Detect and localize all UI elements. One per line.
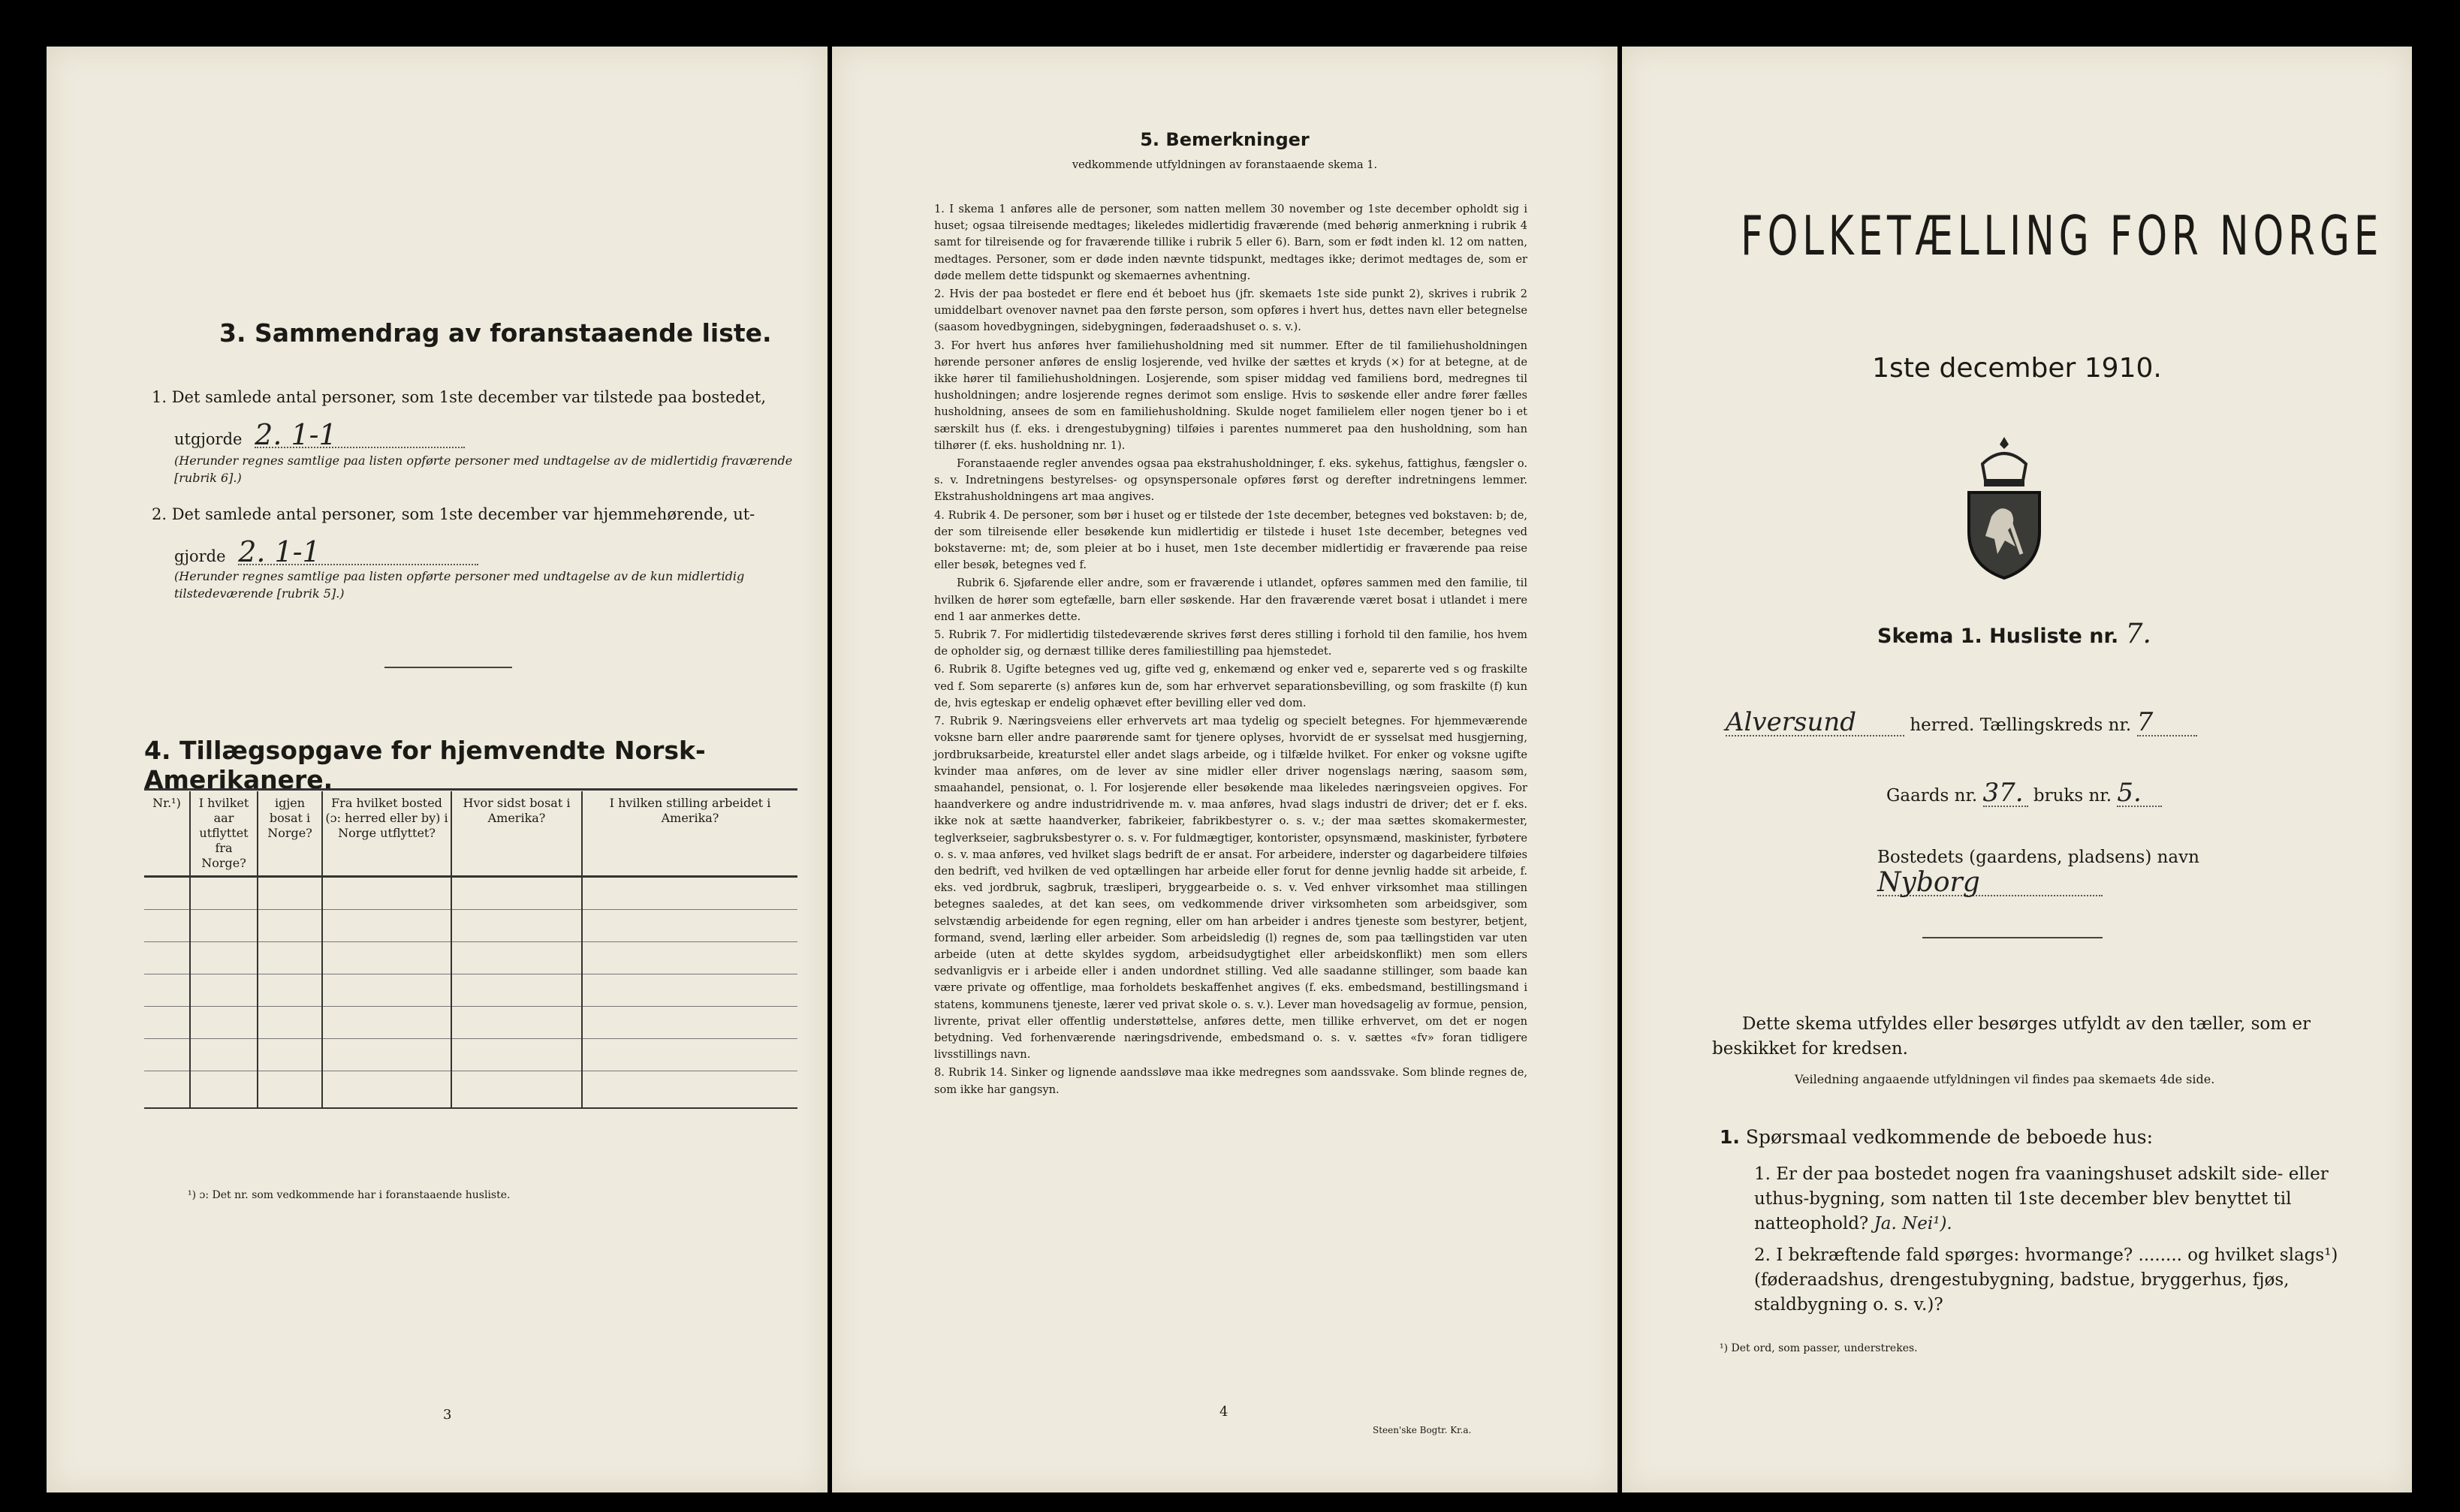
bruks-value: 5. — [2117, 781, 2162, 807]
instruction-text: Dette skema utfyldes eller besørges utfyldt av den tæller, som er beskikket for kredsen. — [1712, 1014, 2311, 1059]
remark-5: 5. Rubrik 7. For midlertidig tilstedeværende skrives først deres stilling i forhold til den familie, hos hvem de opholder sig, og dernæst tillike deres familiestilling paa hjemstedet. — [934, 628, 1527, 658]
remark-4: 4. Rubrik 4. De personer, som bør i huset og er tilstede der 1ste december, betegnes ved bokstaven: b; de, der som tilreisende eller besøkende kun midlertidig er tilstede i huset 1ste december, betegnes ved bokstaverne: mt; de, som pleier at bo i huset, men 1ste december midlertidig er fraværende paa reise eller besøk, betegnes ved f. — [934, 508, 1527, 572]
table-row — [144, 942, 797, 974]
section3-title: 3. Sammendrag av foranstaaende liste. — [219, 318, 772, 348]
page-number-3: 3 — [443, 1407, 452, 1423]
col-amerika-bosat: Hvor sidst bosat i Amerika? — [451, 791, 582, 877]
col-igjen-bosat: igjen bosat i Norge? — [258, 791, 322, 877]
table-row — [144, 974, 797, 1007]
item2-label: gjorde — [174, 547, 226, 565]
item1-text: 1. Det samlede antal personer, som 1ste december var tilstede paa bostedet, — [152, 388, 767, 406]
item2-note: (Herunder regnes samtlige paa listen opførte personer med undtagelse av de kun midlertidig tilstedeværende [rubrik 5].) — [174, 569, 745, 601]
bruks-label: bruks nr. — [2033, 786, 2112, 806]
husliste-nr: 7. — [2125, 619, 2151, 649]
table-top-rule — [144, 788, 797, 791]
section4-title: 4. Tillægsopgave for hjemvendte Norsk-Amerikanere. — [144, 736, 706, 794]
page-number-4: 4 — [1219, 1404, 1228, 1420]
remark-6: 6. Rubrik 8. Ugifte betegnes ved ug, gifte ved g, enkemænd og enker ved e, separerte ved s og fraskilte ved f. Som separerte (s) anføres kun de, som har erhvervet separationsbevilling, og som fraskilte (f) kun de, hvis egteskap er endelig ophævet efter bevilling eller ved dom. — [934, 663, 1527, 709]
footnote: ¹) Det ord, som passer, understrekes. — [1720, 1342, 1918, 1354]
questions-title: Spørsmaal vedkommende de beboede hus: — [1745, 1126, 2154, 1148]
schema-label: Skema 1. Husliste nr. — [1877, 625, 2119, 648]
herred-label: herred. — [1910, 715, 1975, 735]
census-title: FOLKETÆLLING FOR NORGE — [1741, 204, 2383, 267]
divider — [384, 667, 512, 668]
printer-mark: Steen'ske Bogtr. Kr.a. — [1373, 1425, 1472, 1435]
kreds-label: Tællingskreds nr. — [1979, 715, 2132, 735]
census-date: 1ste december 1910. — [1872, 353, 2162, 384]
gaards-value: 37. — [1983, 781, 2028, 807]
kreds-value: 7 — [2137, 710, 2197, 736]
herred-value: Alversund — [1726, 710, 1904, 736]
question-2: 2. I bekræftende fald spørges: hvormange? ........ og hvilket slags¹) (føderaadshus, drengestubygning, badstue, bryggerhus, fjøs, staldbygning o. s. v.)? — [1754, 1245, 2338, 1315]
remark-2: 2. Hvis der paa bostedet er flere end ét beboet hus (jfr. skemaets 1ste side punkt 2), skrives i rubrik 2 umiddelbart ovenover navnet paa den første person, som opføres i hvert hus, dettes navn eller betegnelse (saasom hovedbygningen, sidebygningen, føderaadshuset o. s. v.). — [934, 288, 1527, 334]
ornament-divider — [1922, 937, 2103, 938]
norsk-amerikanere-table — [144, 791, 797, 1109]
col-utflyttet: I hvilket aar utflyttet fra Norge? — [190, 791, 258, 877]
item1-value: 2. 1-1 — [255, 423, 465, 448]
table-row — [144, 1039, 797, 1071]
remark-8: 8. Rubrik 14. Sinker og lignende aandssløve maa ikke medregnes som aandssvake. Som blinde regnes de, som ikke har gangsyn. — [934, 1066, 1527, 1096]
question-1: 1. Er der paa bostedet nogen fra vaaningshuset adskilt side- eller uthus-bygning, som natten til 1ste december blev benyttet til natteophold? — [1754, 1164, 2329, 1233]
item2-text: 2. Det samlede antal personer, som 1ste december var hjemmehørende, ut- — [152, 505, 755, 523]
question-1-answer: Ja. Nei¹). — [1874, 1214, 1952, 1233]
table-footnote: ¹) ɔ: Det nr. som vedkommende har i foranstaaende husliste. — [188, 1189, 511, 1201]
item1-note: (Herunder regnes samtlige paa listen opførte personer med undtagelse av de midlertidig fraværende [rubrik 6].) — [174, 453, 793, 485]
page-left — [47, 47, 828, 1492]
remarks-list — [934, 201, 1527, 1100]
instruction-note: Veiledning angaaende utfyldningen vil findes paa skemaets 4de side. — [1795, 1072, 2215, 1086]
item1-label: utgjorde — [174, 430, 243, 448]
gaards-label: Gaards nr. — [1886, 786, 1978, 806]
remark-1: 1. I skema 1 anføres alle de personer, som natten mellem 30 november og 1ste december opholdt sig i huset; ogsaa tilreisende medtages; likeledes midlertidig fraværende (med behørig anmerkning i rubrik 4 samt for tilreisende og for fraværende tillike i rubrik 5 eller 6). Barn, som er født inden kl. 12 om natten, medtages. Personer, som er døde inden nævnte tidspunkt, medtages ikke; derimot medtages de, som er døde mellem dette tidspunkt og skemaernes avhentning. — [934, 203, 1527, 282]
remarks-title: 5. Bemerkninger — [1140, 129, 1310, 150]
remark-3: 3. For hvert hus anføres hver familiehusholdning med sit nummer. Efter de til familiehusholdningen hørende personer anføres de enslig losjerende, ved hvilke der sættes et kryds (×) for at betegne, at de ikke hører til familiehusholdningen. Losjerende, som spiser middag ved familiens bord, medregnes til husholdningen; andre losjerende regnes derimot som enslige. Hvis to søskende eller andre fører fælles husholdning, ansees de som en familiehusholdning. Skulde noget familielem eller nogen tjener bo i et særskilt hus (f. eks. i drengestubygning) tilføies i parentes nummeret paa den husholdning, som han tilhører (f. eks. husholdning nr. 1). — [934, 339, 1527, 452]
remarks-subtitle: vedkommende utfyldningen av foranstaaende skema 1. — [1072, 159, 1378, 171]
table-row — [144, 877, 797, 910]
coat-of-arms-icon — [1961, 434, 2047, 581]
item2-value: 2. 1-1 — [238, 541, 478, 565]
table-row — [144, 910, 797, 942]
remark-7: 7. Rubrik 9. Næringsveiens eller erhvervets art maa tydelig og specielt betegnes. For hjemmeværende voksne barn eller andre paarørende samt for tjenere oplyses, hvorvidt de er sysselsat med husgjerning, jordbruksarbeide, kreaturstel eller andet slags arbeide, og i tilfælde hvilket. For enker og voksne ugifte kvinder maa anføres, om de lever av sine midler eller driver nogenslags næring, saasom søm, smaahandel, pensionat, o. l. For losjerende eller besøkende maa likeledes næringsveien opgives. For haandverkere og andre industridrivende m. v. maa anføres, hvad slags industri de driver; det er f. eks. ikke nok at sætte haandverker, fabrikeier, fabrikbestyrer o. s. v.; der maa sættes skomakermester, teglverkseier, sagbruksbestyrer o. s. v. For fuldmægtiger, kontorister, opsynsmænd, maskinister, fyrbøtere o. s. v. maa anføres, ved hvilket slags bedrift de er ansat. For arbeidere, inderster og dagarbeidere tilføies den bedrift, ved hvilken de ved optællingen har arbeide eller forut for denne jevnlig hadde sit arbeide, f. eks. ved jordbruk, sagbruk, træsliperi, bryggearbeide o. s. v. Ved enhver virksomhet maa stillingen betegnes saaledes, at det kan sees, om vedkommende driver virksomheten som arbeidsgiver, som selvstændig arbeidende for egen regning, eller om han arbeider i andres tjeneste som bestyrer, betjent, formand, svend, lærling eller arbeider. Som arbeidsledig (l) regnes de, som paa tællingstiden var uten arbeide (uten at dette skyldes sygdom, arbeidsudygtighet eller arbeidskonflikt) men som ellers sedvanligvis er i arbeide eller i anden undordnet stilling. Ved alle saadanne stillinger, som baade kan være private og offentlige, maa forholdets beskaffenhet angives (f. eks. embedsmand, bestillingsmand i statens, kommunens tjeneste, lærer ved privat skole o. s. v.). Lever man hovedsagelig av formue, pension, livrente, privat eller offentlig understøttelse, anføres dette, men tillike erhvervet, om det er nogen betydning. Ved forhenværende næringsdrivende, embedsmand o. s. v. sættes «fv» foran tidligere livsstillings navn. — [934, 715, 1527, 1062]
question-number: 1. — [1720, 1126, 1740, 1148]
remark-4b: Rubrik 6. Sjøfarende eller andre, som er fraværende i utlandet, opføres sammen med den familie, til hvilken de hører som egtefælle, barn eller søskende. Har den fraværende været bosat i utlandet i mere end 1 aar anmerkes dette. — [934, 577, 1527, 623]
table-row — [144, 1007, 797, 1039]
page-middle — [832, 47, 1617, 1492]
page-right — [1622, 47, 2412, 1492]
remark-3b: Foranstaaende regler anvendes ogsaa paa ekstrahusholdninger, f. eks. sykehus, fattighus, fængsler o. s. v. Indretningens bestyrelses- og opsynspersonale opføres først og derefter indretningens lemmer. Ekstrahusholdningens art maa angives. — [934, 457, 1527, 504]
col-fra-bosted: Fra hvilket bosted (ɔ: herred eller by) i Norge utflyttet? — [322, 791, 451, 877]
table-row — [144, 1071, 797, 1109]
col-stilling: I hvilken stilling arbeidet i Amerika? — [582, 791, 797, 877]
col-nr: Nr.¹) — [144, 791, 190, 877]
bosted-value: Nyborg — [1877, 870, 2103, 896]
bosted-label: Bostedets (gaardens, pladsens) navn — [1877, 848, 2199, 867]
